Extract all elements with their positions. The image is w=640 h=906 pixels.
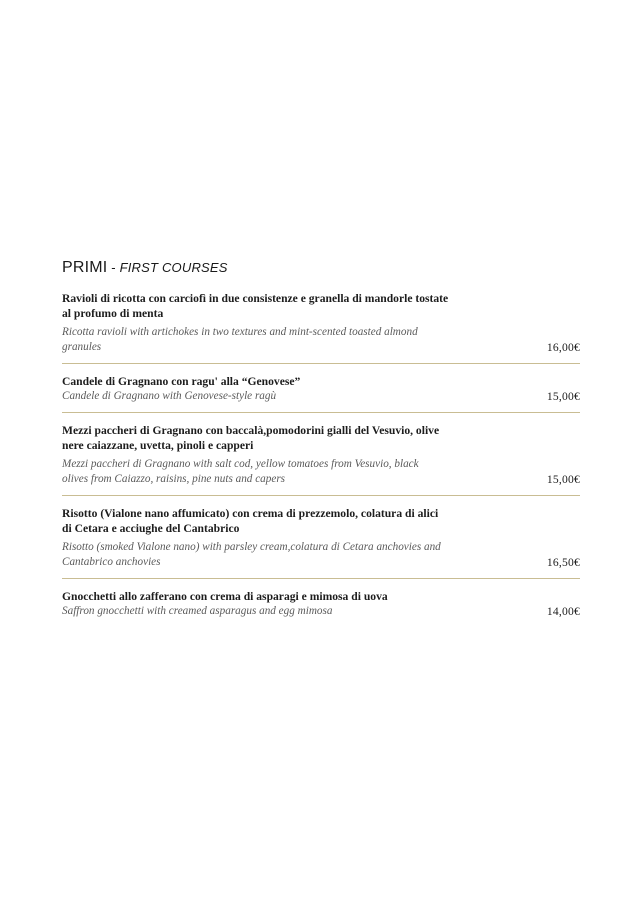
dish-price: 16,50€ xyxy=(546,556,580,569)
menu-item xyxy=(62,291,580,364)
dish-name-english: Mezzi paccheri di Gragnano with salt cod, yellow tomatoes from Vesuvio, black olives from Caiazzo, raisins, pine nuts and capers xyxy=(62,458,419,485)
section-separator: - xyxy=(107,260,120,275)
section-subtitle: FIRST COURSES xyxy=(119,260,228,275)
dish-name-english: Candele di Gragnano with Genovese-style ragù xyxy=(62,390,277,402)
section-heading xyxy=(62,259,228,277)
menu-item xyxy=(62,589,580,627)
dish-name-italian: Mezzi paccheri di Gragnano con baccalà,pomodorini gialli del Vesuvio, olive nere caiazzane, uvetta, pinoli e capperi xyxy=(62,424,440,452)
menu-item xyxy=(62,506,580,579)
dish-price: 15,00€ xyxy=(546,390,580,403)
section-title: PRIMI xyxy=(62,259,108,276)
menu-item xyxy=(62,374,580,413)
dish-price: 16,00€ xyxy=(546,341,580,354)
dish-name-english: Risotto (smoked Vialone nano) with parsley cream,colatura di Cetara anchovies and Cantabrico anchovies xyxy=(62,541,441,568)
dish-price: 14,00€ xyxy=(546,605,580,618)
dish-price: 15,00€ xyxy=(546,473,580,486)
dish-name-italian: Candele di Gragnano con ragu' alla “Genovese” xyxy=(62,375,301,388)
menu-list xyxy=(62,291,580,637)
dish-name-english: Ricotta ravioli with artichokes in two textures and mint-scented toasted almond granules xyxy=(62,326,418,353)
dish-name-italian: Risotto (Vialone nano affumicato) con crema di prezzemolo, colatura di alici di Cetara e acciughe del Cantabrico xyxy=(62,507,439,535)
dish-name-english: Saffron gnocchetti with creamed asparagus and egg mimosa xyxy=(62,605,333,617)
menu-item xyxy=(62,423,580,496)
dish-name-italian: Gnocchetti allo zafferano con crema di asparagi e mimosa di uova xyxy=(62,590,388,603)
dish-name-italian: Ravioli di ricotta con carciofì in due consistenze e granella di mandorle tostate al profumo di menta xyxy=(62,292,449,320)
